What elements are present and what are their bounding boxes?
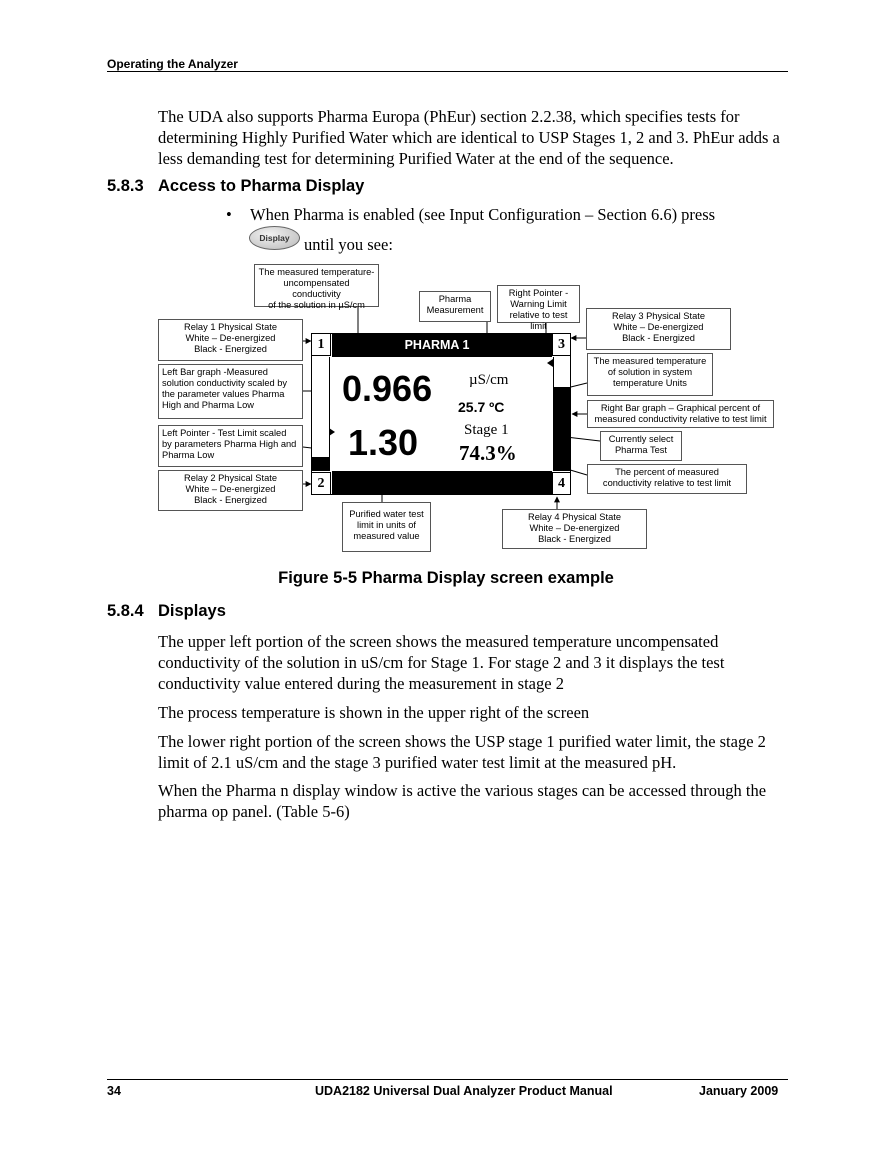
measurement-units: µS/cm <box>469 372 509 388</box>
left-pointer-icon <box>329 428 335 436</box>
relay-2-indicator: 2 <box>312 472 331 494</box>
pharma-display-screen <box>311 333 571 495</box>
callout-relay-2: Relay 2 Physical State White – De-energized Black - Energized <box>158 470 303 511</box>
header-rule <box>107 71 788 72</box>
callout-pharma-measurement: Pharma Measurement <box>419 291 491 322</box>
bullet-text: When Pharma is enabled (see Input Configuration – Section 6.6) press <box>250 205 716 224</box>
stage-label: Stage 1 <box>464 422 509 438</box>
displays-paragraph: The upper left portion of the screen shows the measured temperature uncompensated conductivity of the solution in uS/cm for Stage 1. For stage 2 and 3 it displays the test conductivity value entered during the measurement in stage 2 <box>158 632 725 693</box>
left-bar-graph <box>312 357 330 471</box>
intro-paragraph: The UDA also supports Pharma Europa (PhEur) section 2.2.38, which specifies tests for determining Highly Purified Water which are identical to USP Stages 1, 2 and 3. PhEur adds a less demanding test for determining Purified Water at the end of the sequence. <box>158 107 780 168</box>
right-pointer-icon <box>547 359 553 367</box>
displays-paragraph: When the Pharma n display window is active the various stages can be accessed through the pharma op panel. (Table 5-6) <box>158 781 767 821</box>
callout-relay-3: Relay 3 Physical State White – De-energized Black - Energized <box>586 308 731 350</box>
section-number: 5.8.4 <box>107 602 144 620</box>
callout-purified-limit: Purified water test limit in units of measured value <box>342 502 431 552</box>
section-number: 5.8.3 <box>107 177 144 195</box>
display-key-button[interactable]: Display <box>249 226 300 250</box>
page-number: 34 <box>107 1084 121 1098</box>
temperature-value: 25.7 ºC <box>458 399 505 415</box>
displays-paragraph: The process temperature is shown in the upper right of the screen <box>158 703 590 722</box>
bullet-dot: • <box>226 205 232 224</box>
callout-percent-measured: The percent of measured conductivity relative to test limit <box>587 464 747 494</box>
relay-4-indicator: 4 <box>552 472 570 494</box>
display-title: PHARMA 1 <box>404 338 470 352</box>
running-header: Operating the Analyzer <box>107 57 238 71</box>
callout-current-test: Currently select Pharma Test <box>600 431 682 461</box>
callout-temperature-units: The measured temperature of solution in system temperature Units <box>587 353 713 396</box>
callout-relay-1: Relay 1 Physical State White – De-energized Black - Energized <box>158 319 303 361</box>
bottom-bar <box>332 471 552 494</box>
right-bar-graph <box>553 357 570 471</box>
footer-rule <box>107 1079 788 1080</box>
section-title: Displays <box>158 602 226 620</box>
footer-date: January 2009 <box>699 1084 779 1098</box>
relay-1-indicator: 1 <box>312 334 331 356</box>
test-limit-value: 1.30 <box>348 422 419 463</box>
section-heading-583 <box>107 177 364 196</box>
callout-uncompensated-conductivity: The measured temperature- uncompensated conductivity of the solution in µS/cm <box>254 264 379 307</box>
callout-right-bar-graph: Right Bar graph – Graphical percent of measured conductivity relative to test limit <box>587 400 774 428</box>
manual-title: UDA2182 Universal Dual Analyzer Product Manual <box>315 1084 613 1098</box>
callout-right-pointer: Right Pointer - Warning Limit relative to test limit <box>497 285 580 323</box>
section-heading-584 <box>107 602 226 621</box>
callout-left-bar-graph: Left Bar graph -Measured solution conductivity scaled by the parameter values Pharma High and Pharma Low <box>158 364 303 419</box>
percent-value: 74.3% <box>459 441 517 465</box>
measurement-value: 0.966 <box>342 368 433 409</box>
callout-relay-4: Relay 4 Physical State White – De-energized Black - Energized <box>502 509 647 549</box>
bullet-continuation: until you see: <box>304 235 393 254</box>
callout-left-pointer: Left Pointer - Test Limit scaled by parameters Pharma High and Pharma Low <box>158 425 303 467</box>
right-bar-fill <box>554 387 570 471</box>
section-title: Access to Pharma Display <box>158 177 365 195</box>
displays-paragraph: The lower right portion of the screen shows the USP stage 1 purified water limit, the stage 2 limit of 2.1 uS/cm and the stage 3 purified water test limit at the measured pH. <box>158 732 766 772</box>
figure-caption: Figure 5-5 Pharma Display screen example <box>278 569 614 587</box>
relay-3-indicator: 3 <box>552 334 570 356</box>
left-bar-fill <box>312 457 329 471</box>
